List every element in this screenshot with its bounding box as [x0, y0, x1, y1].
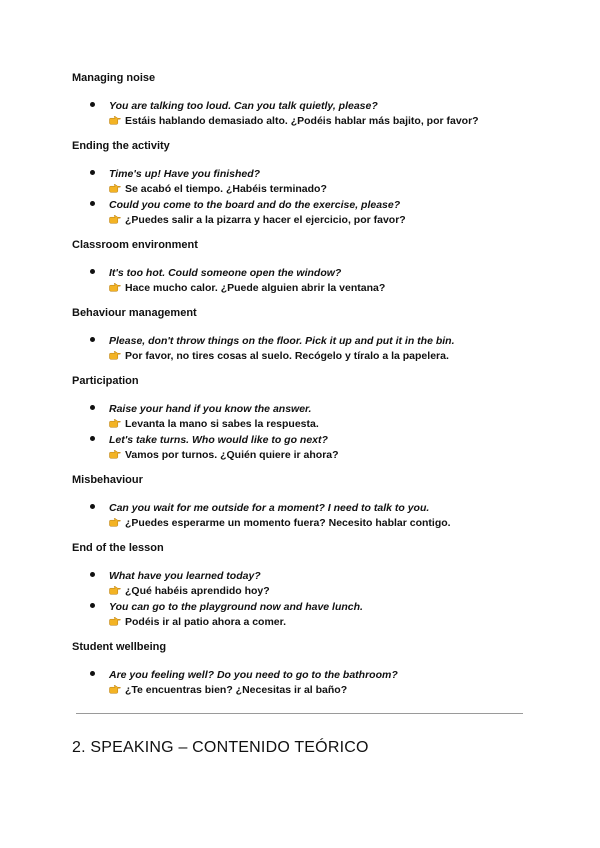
english-phrase: Can you wait for me outside for a moment? I need to talk to you. — [109, 502, 430, 514]
bullet-icon — [90, 671, 95, 676]
list-item — [72, 198, 532, 228]
section-spacer — [72, 464, 532, 473]
spanish-phrase: Por favor, no tires cosas al suelo. Recógelo y tíralo a la papelera. — [125, 350, 449, 362]
list-item — [72, 266, 532, 296]
spanish-translation-line — [109, 584, 532, 599]
hand-pointing-right-icon — [109, 115, 121, 124]
section-spacer — [72, 699, 532, 708]
english-phrase: Time's up! Have you finished? — [109, 168, 261, 180]
section — [72, 238, 532, 306]
section-heading: Misbehaviour — [72, 474, 143, 486]
bullet-icon — [90, 405, 95, 410]
english-phrase: You are talking too loud. Can you talk quietly, please? — [109, 100, 378, 112]
spanish-translation-line — [109, 281, 532, 296]
section-spacer — [72, 365, 532, 374]
section — [72, 139, 532, 238]
spanish-translation-line — [109, 114, 532, 129]
bullet-icon — [90, 504, 95, 509]
spanish-translation-line — [109, 349, 532, 364]
document-body — [72, 71, 532, 708]
spanish-phrase: Podéis ir al patio ahora a comer. — [125, 616, 287, 628]
spanish-translation-line — [109, 615, 532, 630]
spanish-translation-line — [109, 213, 532, 228]
list-item — [72, 433, 532, 463]
english-phrase: Are you feeling well? Do you need to go to the bathroom? — [109, 669, 398, 681]
spanish-phrase: Estáis hablando demasiado alto. ¿Podéis hablar más bajito, por favor? — [125, 115, 479, 127]
english-phrase: Let's take turns. Who would like to go next? — [109, 434, 328, 446]
spanish-translation-line — [109, 417, 532, 432]
section-title: 2. SPEAKING – CONTENIDO TEÓRICO — [72, 739, 369, 756]
section-heading: Classroom environment — [72, 239, 198, 251]
bullet-icon — [90, 572, 95, 577]
list-item — [72, 167, 532, 197]
section — [72, 473, 532, 541]
phrase-list — [72, 402, 532, 463]
hand-pointing-right-icon — [109, 214, 121, 223]
phrase-list — [72, 334, 532, 364]
hand-pointing-right-icon — [109, 517, 121, 526]
section — [72, 541, 532, 640]
bullet-icon — [90, 102, 95, 107]
spanish-translation-line — [109, 182, 532, 197]
spanish-phrase: ¿Qué habéis aprendido hoy? — [125, 585, 270, 597]
spanish-phrase: ¿Puedes esperarme un momento fuera? Necesito hablar contigo. — [125, 517, 451, 529]
list-item — [72, 569, 532, 599]
hand-pointing-right-icon — [109, 684, 121, 693]
section-spacer — [72, 297, 532, 306]
section — [72, 306, 532, 374]
spanish-phrase: Hace mucho calor. ¿Puede alguien abrir la ventana? — [125, 282, 386, 294]
spanish-phrase: Vamos por turnos. ¿Quién quiere ir ahora? — [125, 449, 339, 461]
spanish-phrase: ¿Te encuentras bien? ¿Necesitas ir al baño? — [125, 684, 348, 696]
spanish-phrase: Levanta la mano si sabes la respuesta. — [125, 418, 319, 430]
english-phrase: You can go to the playground now and have lunch. — [109, 601, 363, 613]
section-spacer — [72, 130, 532, 139]
english-phrase: Raise your hand if you know the answer. — [109, 403, 312, 415]
spanish-phrase: ¿Puedes salir a la pizarra y hacer el ejercicio, por favor? — [125, 214, 406, 226]
section-heading: End of the lesson — [72, 542, 164, 554]
list-item — [72, 600, 532, 630]
phrase-list — [72, 668, 532, 698]
section-spacer — [72, 229, 532, 238]
section-heading: Student wellbeing — [72, 641, 167, 653]
bullet-icon — [90, 436, 95, 441]
horizontal-divider — [76, 713, 523, 714]
spanish-translation-line — [109, 448, 532, 463]
bullet-icon — [90, 269, 95, 274]
phrase-list — [72, 266, 532, 296]
english-phrase: Could you come to the board and do the exercise, please? — [109, 199, 401, 211]
hand-pointing-right-icon — [109, 282, 121, 291]
bullet-icon — [90, 603, 95, 608]
list-item — [72, 334, 532, 364]
hand-pointing-right-icon — [109, 350, 121, 359]
spanish-phrase: Se acabó el tiempo. ¿Habéis terminado? — [125, 183, 327, 195]
english-phrase: What have you learned today? — [109, 570, 261, 582]
section — [72, 640, 532, 708]
phrase-list — [72, 167, 532, 228]
phrase-list — [72, 569, 532, 630]
section-spacer — [72, 631, 532, 640]
section — [72, 71, 532, 139]
hand-pointing-right-icon — [109, 183, 121, 192]
bullet-icon — [90, 337, 95, 342]
hand-pointing-right-icon — [109, 585, 121, 594]
bullet-icon — [90, 170, 95, 175]
list-item — [72, 501, 532, 531]
spanish-translation-line — [109, 683, 532, 698]
bullet-icon — [90, 201, 95, 206]
hand-pointing-right-icon — [109, 449, 121, 458]
phrase-list — [72, 99, 532, 129]
section-heading: Participation — [72, 375, 139, 387]
list-item — [72, 668, 532, 698]
hand-pointing-right-icon — [109, 616, 121, 625]
english-phrase: Please, don't throw things on the floor. Pick it up and put it in the bin. — [109, 335, 455, 347]
list-item — [72, 99, 532, 129]
list-item — [72, 402, 532, 432]
section-heading: Managing noise — [72, 72, 156, 84]
section-heading: Ending the activity — [72, 140, 170, 152]
hand-pointing-right-icon — [109, 418, 121, 427]
spanish-translation-line — [109, 516, 532, 531]
section — [72, 374, 532, 473]
english-phrase: It's too hot. Could someone open the window? — [109, 267, 342, 279]
section-heading: Behaviour management — [72, 307, 197, 319]
section-spacer — [72, 532, 532, 541]
phrase-list — [72, 501, 532, 531]
